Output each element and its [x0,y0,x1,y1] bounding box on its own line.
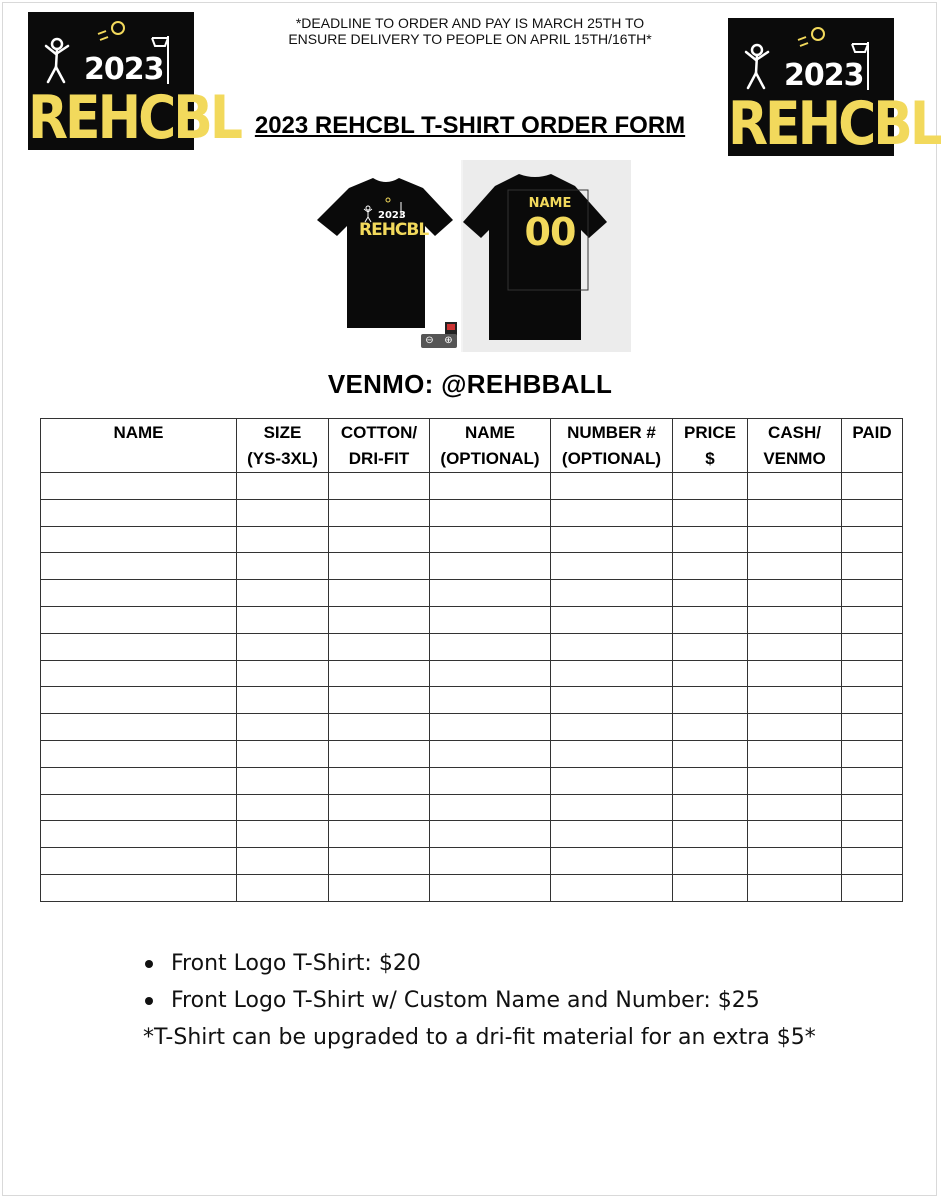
table-cell[interactable] [41,660,237,687]
table-row [41,633,903,660]
table-cell[interactable] [329,848,430,875]
table-cell[interactable] [842,606,903,633]
table-row [41,848,903,875]
table-cell[interactable] [41,874,237,901]
table-row [41,660,903,687]
front-shirt-brand: REHCBL [359,220,429,240]
table-cell[interactable] [748,821,842,848]
image-zoom-controls [421,334,457,348]
rehcbl-logo-right [728,18,941,159]
table-row [41,473,903,500]
table-cell[interactable] [430,848,551,875]
table-row [41,687,903,714]
header-number: NUMBER # (OPTIONAL) [551,419,673,473]
table-cell[interactable] [329,687,430,714]
table-cell[interactable] [673,606,748,633]
table-cell[interactable] [430,821,551,848]
table-cell[interactable] [551,580,673,607]
deadline-line-1: *DEADLINE TO ORDER AND PAY IS MARCH 25TH TO [295,15,645,31]
table-cell[interactable] [551,821,673,848]
front-shirt-year: 2023 [378,210,406,221]
back-shirt-number: 00 [524,210,576,254]
table-cell[interactable] [842,794,903,821]
table-cell[interactable] [551,499,673,526]
table-cell[interactable] [237,821,329,848]
table-cell[interactable] [430,473,551,500]
order-table-body [41,473,903,902]
header-payment-method: CASH/ VENMO [748,419,842,473]
table-cell[interactable] [430,740,551,767]
price-item-basic: Front Logo T-Shirt: $20 [171,951,421,976]
table-cell[interactable] [41,580,237,607]
table-cell[interactable] [41,767,237,794]
table-cell[interactable] [842,767,903,794]
table-cell[interactable] [748,874,842,901]
table-cell[interactable] [329,660,430,687]
page-title: 2023 REHCBL T-SHIRT ORDER FORM [254,112,686,139]
order-table [40,418,903,902]
table-cell[interactable] [673,473,748,500]
table-cell[interactable] [673,687,748,714]
table-cell[interactable] [41,821,237,848]
bullet-icon [145,960,153,968]
table-row [41,580,903,607]
table-cell[interactable] [329,553,430,580]
table-cell[interactable] [41,848,237,875]
table-row [41,606,903,633]
pricing-list [143,950,816,1014]
table-cell[interactable] [673,660,748,687]
table-cell[interactable] [329,633,430,660]
table-cell[interactable] [41,499,237,526]
table-cell[interactable] [748,526,842,553]
table-cell[interactable] [430,794,551,821]
table-header-row [41,419,903,473]
table-cell[interactable] [748,499,842,526]
table-cell[interactable] [842,473,903,500]
table-cell[interactable] [842,580,903,607]
table-cell[interactable] [673,848,748,875]
table-cell[interactable] [41,794,237,821]
table-cell[interactable] [551,687,673,714]
table-cell[interactable] [551,606,673,633]
table-cell[interactable] [237,740,329,767]
table-cell[interactable] [237,553,329,580]
list-item [143,987,816,1014]
table-cell[interactable] [673,874,748,901]
table-cell[interactable] [673,714,748,741]
table-row [41,499,903,526]
table-cell[interactable] [41,740,237,767]
table-cell[interactable] [748,687,842,714]
table-cell[interactable] [329,473,430,500]
table-cell[interactable] [748,740,842,767]
table-cell[interactable] [748,848,842,875]
table-cell[interactable] [842,553,903,580]
header-paid: PAID [842,419,903,473]
header-size: SIZE (YS-3XL) [237,419,329,473]
table-cell[interactable] [842,633,903,660]
table-cell[interactable] [329,526,430,553]
table-cell[interactable] [673,580,748,607]
deadline-notice [250,15,690,47]
table-cell[interactable] [430,499,551,526]
table-cell[interactable] [41,714,237,741]
table-row [41,767,903,794]
table-cell[interactable] [842,526,903,553]
venmo-handle: VENMO: @REHBBALL [327,369,613,399]
deadline-line-2: ENSURE DELIVERY TO PEOPLE ON APRIL 15TH/16TH* [288,31,652,47]
table-cell[interactable] [551,714,673,741]
table-row [41,740,903,767]
table-cell[interactable] [41,553,237,580]
table-cell[interactable] [237,687,329,714]
back-shirt-name: NAME [528,196,572,211]
table-cell[interactable] [237,606,329,633]
logo-brand: REHCBL [728,90,941,159]
table-cell[interactable] [748,580,842,607]
table-cell[interactable] [41,687,237,714]
table-cell[interactable] [237,660,329,687]
table-cell[interactable] [842,848,903,875]
table-cell[interactable] [748,633,842,660]
table-row [41,714,903,741]
table-cell[interactable] [41,633,237,660]
logo-year: 2023 [84,52,164,87]
table-cell[interactable] [842,499,903,526]
table-cell[interactable] [673,821,748,848]
table-cell[interactable] [551,526,673,553]
list-item [143,950,816,977]
table-row [41,553,903,580]
table-cell[interactable] [430,633,551,660]
table-cell[interactable] [673,553,748,580]
table-cell[interactable] [329,714,430,741]
table-row [41,821,903,848]
table-cell[interactable] [329,874,430,901]
table-row [41,874,903,901]
table-cell[interactable] [748,767,842,794]
table-cell[interactable] [329,606,430,633]
table-cell[interactable] [41,606,237,633]
upgrade-note: *T-Shirt can be upgraded to a dri-fit material for an extra $5* [143,1025,816,1050]
table-cell[interactable] [551,553,673,580]
table-cell[interactable] [673,633,748,660]
table-cell[interactable] [551,767,673,794]
table-cell[interactable] [551,874,673,901]
table-cell[interactable] [673,740,748,767]
table-cell[interactable] [673,526,748,553]
table-cell[interactable] [237,714,329,741]
price-item-custom: Front Logo T-Shirt w/ Custom Name and Number: $25 [171,988,760,1013]
table-cell[interactable] [842,740,903,767]
logo-brand: REHCBL [28,84,241,153]
table-cell[interactable] [551,848,673,875]
zoom-out-icon[interactable]: ⊖ [425,335,434,346]
table-cell[interactable] [551,660,673,687]
table-cell[interactable] [673,499,748,526]
table-cell[interactable] [673,767,748,794]
table-cell[interactable] [748,473,842,500]
table-cell[interactable] [842,660,903,687]
table-cell[interactable] [748,794,842,821]
zoom-in-icon[interactable]: ⊕ [444,335,453,346]
table-cell[interactable] [842,874,903,901]
header-custom-name: NAME (OPTIONAL) [430,419,551,473]
table-cell[interactable] [329,794,430,821]
table-cell[interactable] [430,767,551,794]
table-cell[interactable] [237,633,329,660]
table-cell[interactable] [673,794,748,821]
table-cell[interactable] [237,874,329,901]
table-cell[interactable] [430,606,551,633]
table-cell[interactable] [329,740,430,767]
table-cell[interactable] [41,473,237,500]
pricing-notes [143,950,816,1051]
table-cell[interactable] [551,794,673,821]
table-cell[interactable] [430,874,551,901]
table-cell[interactable] [237,767,329,794]
tshirt-shapes [311,160,631,352]
table-cell[interactable] [329,767,430,794]
table-cell[interactable] [41,526,237,553]
tshirt-preview-image [311,160,631,352]
table-cell[interactable] [551,473,673,500]
bullet-icon [145,997,153,1005]
table-cell[interactable] [551,633,673,660]
table-cell[interactable] [430,660,551,687]
table-row [41,526,903,553]
table-cell[interactable] [329,499,430,526]
logo-year: 2023 [784,58,864,93]
table-cell[interactable] [237,473,329,500]
table-cell[interactable] [237,580,329,607]
table-cell[interactable] [430,714,551,741]
table-cell[interactable] [748,660,842,687]
table-cell[interactable] [237,499,329,526]
table-cell[interactable] [237,848,329,875]
table-cell[interactable] [430,687,551,714]
table-cell[interactable] [329,821,430,848]
header-material: COTTON/ DRI-FIT [329,419,430,473]
header-name: NAME [41,419,237,473]
table-cell[interactable] [842,714,903,741]
rehcbl-logo-left [28,12,241,153]
table-cell[interactable] [551,740,673,767]
table-cell[interactable] [842,821,903,848]
header-price: PRICE $ [673,419,748,473]
table-cell[interactable] [329,580,430,607]
table-cell[interactable] [430,553,551,580]
table-row [41,794,903,821]
table-cell[interactable] [748,553,842,580]
table-cell[interactable] [748,714,842,741]
table-cell[interactable] [430,580,551,607]
table-cell[interactable] [237,526,329,553]
table-cell[interactable] [430,526,551,553]
table-cell[interactable] [842,687,903,714]
table-cell[interactable] [748,606,842,633]
table-cell[interactable] [237,794,329,821]
